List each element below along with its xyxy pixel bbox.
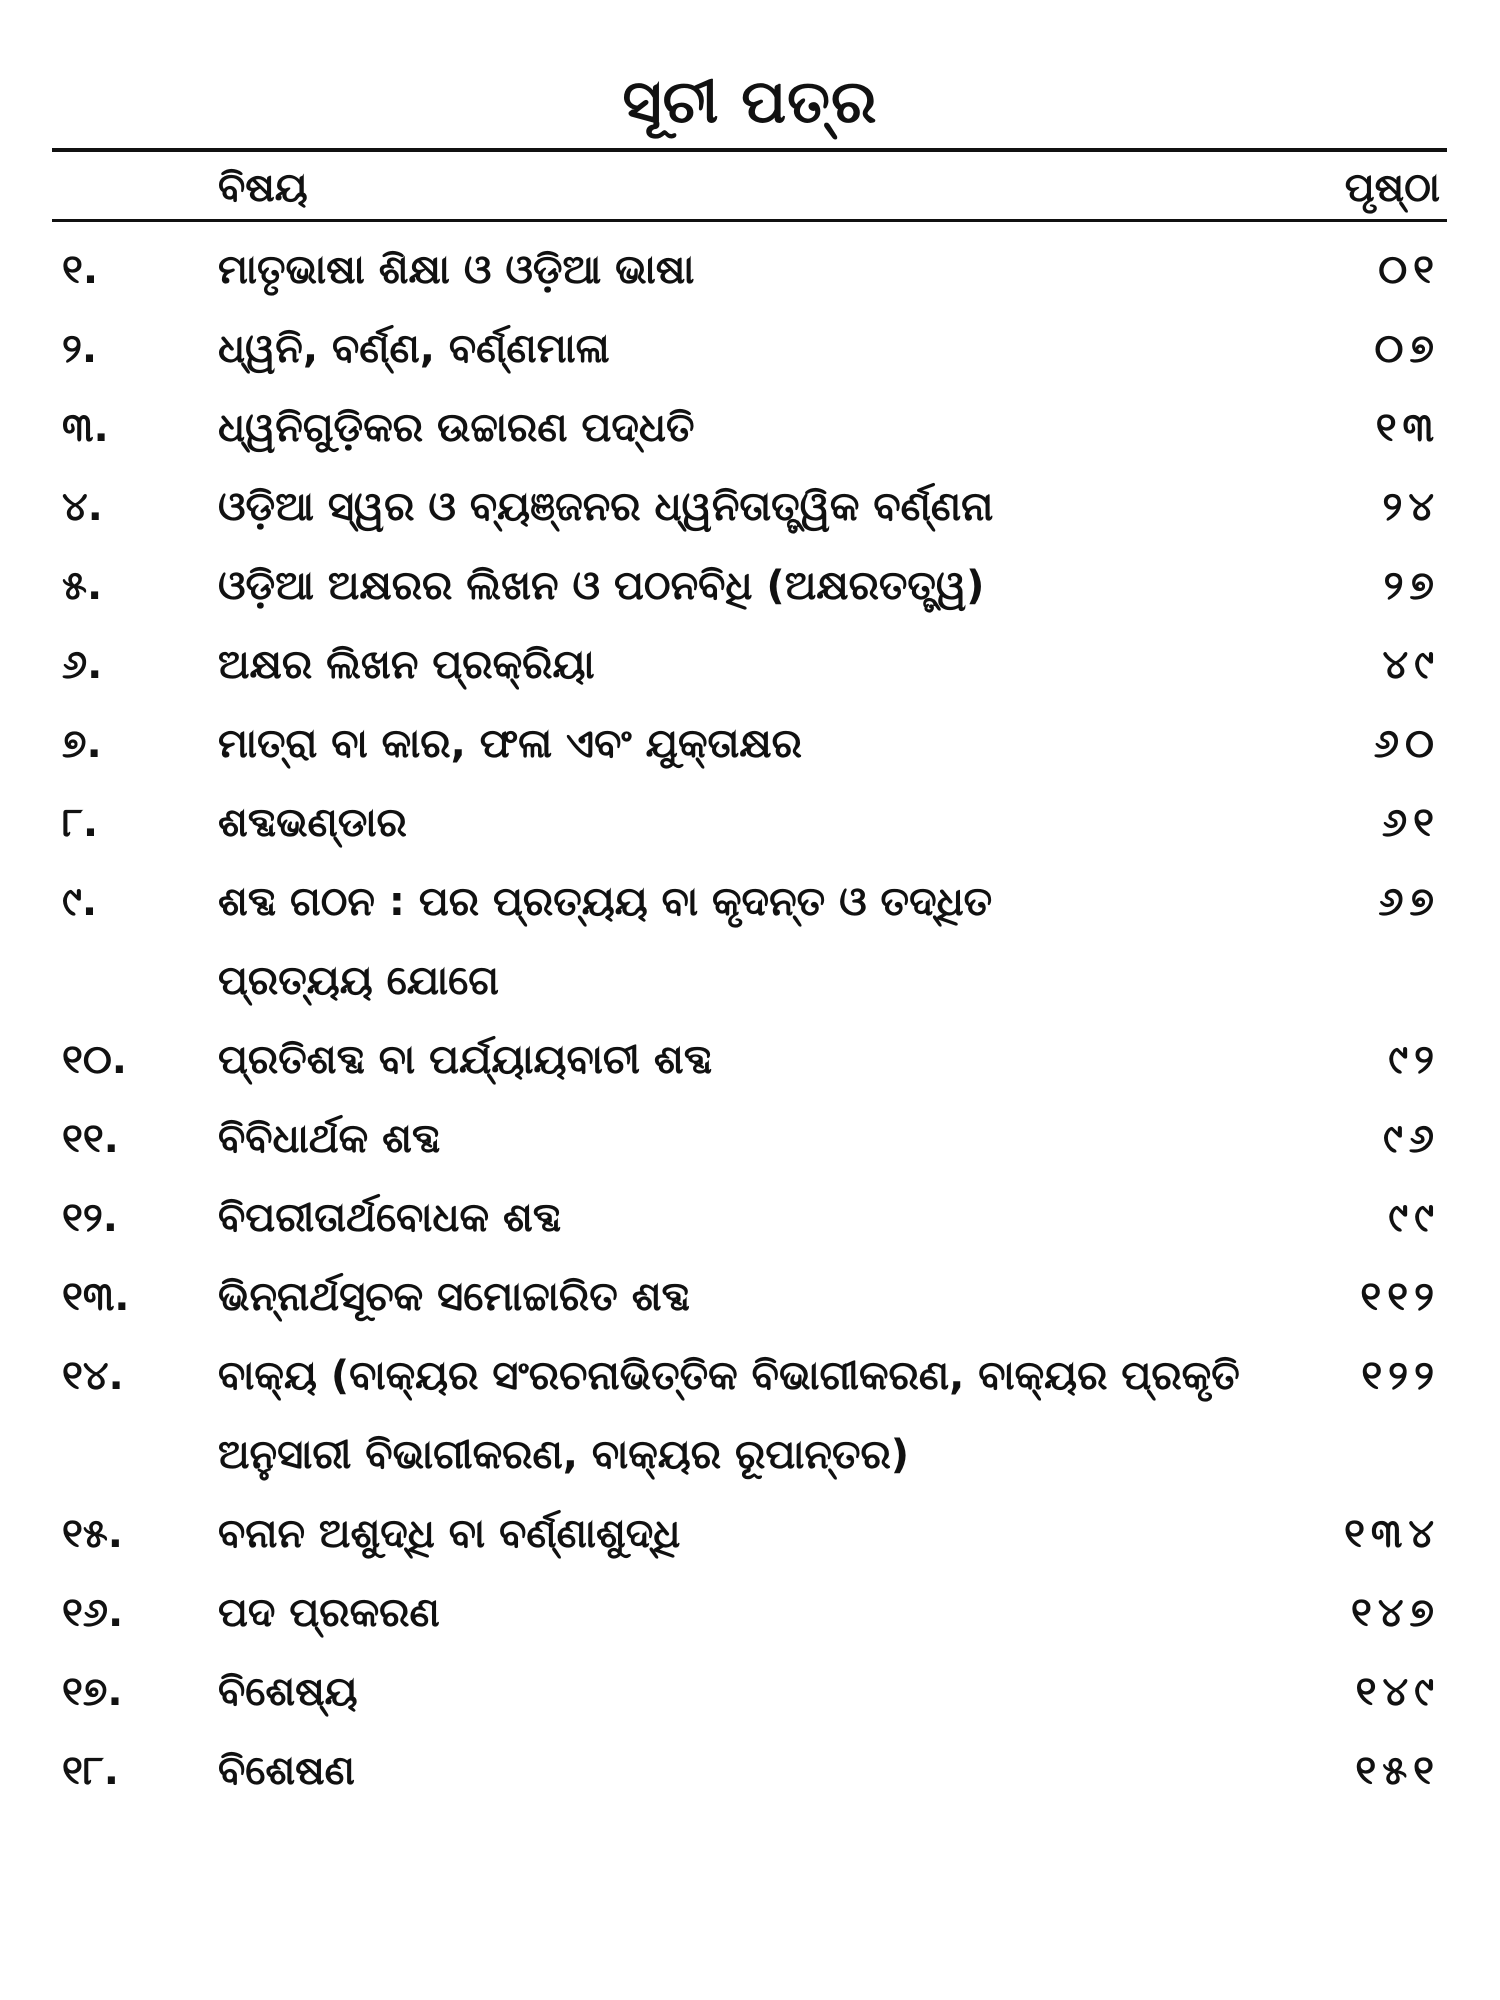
- entry-number: ୧୭.: [62, 1669, 123, 1715]
- entry-page: ୨୭: [1383, 563, 1440, 609]
- entry-number: ୯.: [62, 879, 98, 925]
- entry-subject: ବିବିଧାର୍ଥକ ଶବ୍ଦ: [218, 1116, 441, 1162]
- toc-entry: [0, 467, 1500, 546]
- entry-number: ୪.: [62, 484, 103, 530]
- entry-number: ୧୮.: [62, 1748, 119, 1794]
- page-column-header: ପୃଷ୍ଠା: [1344, 165, 1440, 211]
- entry-subject: ବାକ୍ୟ (ବାକ୍ୟର ସଂରଚନାଭିତ୍ତିକ ବିଭାଗୀକରଣ, ବାକ୍ୟର ପ୍ରକୃତି ଅନୁସାରୀ ବିଭାଗୀକରଣ, ବାକ୍ୟର ରୂପାନ୍ତର): [218, 1353, 1240, 1478]
- entry-number: ୧୧.: [62, 1116, 119, 1162]
- toc-entry: [0, 1257, 1500, 1336]
- entry-number: ୨.: [62, 326, 98, 372]
- entry-page: ୨୪: [1382, 484, 1440, 530]
- entry-subject: ଧ୍ୱନି, ବର୍ଣ୍ଣ, ବର୍ଣ୍ଣମାଳା: [218, 326, 610, 372]
- toc-entry: [0, 230, 1500, 309]
- entry-subject: ବିଶେଷ୍ୟ: [218, 1669, 358, 1715]
- entry-number: ୫.: [62, 563, 103, 609]
- entry-page: ୧୩୪: [1344, 1511, 1440, 1557]
- entry-page: ୪୯: [1382, 642, 1440, 688]
- entry-page: ୯୯: [1388, 1195, 1440, 1241]
- entry-number: ୧୨.: [62, 1195, 118, 1241]
- entry-page: ୯୬: [1383, 1116, 1440, 1162]
- toc-entry: [0, 1178, 1500, 1257]
- toc-entry: [0, 1099, 1500, 1178]
- page-title: ସୂଚୀ ପତ୍ର: [622, 67, 878, 137]
- toc-entry: [0, 783, 1500, 862]
- entry-page: ୧୪୭: [1351, 1590, 1440, 1636]
- entry-subject: ପଦ ପ୍ରକରଣ: [218, 1590, 440, 1636]
- entry-number: ୬.: [62, 642, 103, 688]
- toc-entry: [0, 1731, 1500, 1810]
- entry-number: ୧୩.: [62, 1274, 130, 1320]
- entry-page: ୬୧: [1382, 800, 1440, 846]
- entry-page: ୬୦: [1373, 721, 1440, 767]
- toc-entry: [0, 388, 1500, 467]
- entry-subject: ଧ୍ୱନିଗୁଡ଼ିକର ଉଚ୍ଚାରଣ ପଦ୍ଧତି: [218, 405, 695, 451]
- entry-number: ୮.: [62, 800, 99, 846]
- entry-page: ୧୫୧: [1355, 1748, 1440, 1794]
- entry-subject: ପ୍ରତିଶବ୍ଦ ବା ପର୍ଯ୍ୟାୟବାଚୀ ଶବ୍ଦ: [218, 1037, 713, 1083]
- entry-number: ୭.: [62, 721, 102, 767]
- entry-page: ୧୧୨: [1360, 1274, 1440, 1320]
- toc-entry: [0, 625, 1500, 704]
- entry-number: ୧୬.: [62, 1590, 124, 1636]
- entry-page: ୯୨: [1388, 1037, 1440, 1083]
- entry-number: ୩.: [62, 405, 109, 451]
- entry-page: ୧୩: [1375, 405, 1440, 451]
- entry-page: ୬୭: [1378, 879, 1440, 925]
- entry-page: ୦୧: [1378, 247, 1440, 293]
- entry-page: ୦୭: [1374, 326, 1440, 372]
- toc-entry: [0, 546, 1500, 625]
- entry-number: ୧୫.: [62, 1511, 123, 1557]
- entry-subject: ଭିନ୍ନାର୍ଥସୂଚକ ସମୋଚ୍ଚାରିତ ଶବ୍ଦ: [218, 1274, 690, 1320]
- entry-subject: ଓଡ଼ିଆ ସ୍ୱର ଓ ବ୍ୟଞ୍ଜନର ଧ୍ୱନିତାତ୍ତ୍ୱିକ ବର୍ଣ୍ଣନା: [218, 484, 994, 530]
- entry-number: ୧.: [62, 247, 99, 293]
- header-rule: [52, 219, 1447, 222]
- toc-entry: [0, 704, 1500, 783]
- toc-list: [0, 230, 1500, 1810]
- entry-subject: ମାତ୍ରା ବା କାର, ଫଳା ଏବଂ ଯୁକ୍ତାକ୍ଷର: [218, 721, 802, 767]
- entry-subject: ବିପରୀତାର୍ଥବୋଧକ ଶବ୍ଦ: [218, 1195, 562, 1241]
- entry-subject: ବନାନ ଅଶୁଦ୍ଧି ବା ବର୍ଣ୍ଣାଶୁଦ୍ଧି: [218, 1511, 681, 1557]
- toc-entry: [0, 1573, 1500, 1652]
- toc-entry: [0, 862, 1500, 1020]
- entry-subject: ଶବ୍ଦ ଗଠନ : ପର ପ୍ରତ୍ୟୟ ବା କୃଦନ୍ତ ଓ ତଦ୍ଧିତ ପ୍ରତ୍ୟୟ ଯୋଗେ: [218, 879, 993, 1004]
- toc-entry: [0, 1652, 1500, 1731]
- entry-number: ୧୦.: [62, 1037, 127, 1083]
- toc-entry: [0, 1336, 1500, 1494]
- toc-entry: [0, 309, 1500, 388]
- entry-subject: ମାତୃଭାଷା ଶିକ୍ଷା ଓ ଓଡ଼ିଆ ଭାଷା: [218, 247, 695, 293]
- entry-page: ୧୨୨: [1361, 1353, 1440, 1399]
- top-rule: [52, 148, 1447, 152]
- toc-entry: [0, 1020, 1500, 1099]
- toc-entry: [0, 1494, 1500, 1573]
- subject-column-header: ବିଷୟ: [218, 165, 308, 211]
- entry-subject: ଅକ୍ଷର ଲିଖନ ପ୍ରକ୍ରିୟା: [218, 642, 595, 688]
- entry-number: ୧୪.: [62, 1353, 124, 1399]
- entry-subject: ଓଡ଼ିଆ ଅକ୍ଷରର ଲିଖନ ଓ ପଠନବିଧି (ଅକ୍ଷରତତ୍ତ୍ୱ): [218, 563, 985, 609]
- entry-subject: ବିଶେଷଣ: [218, 1748, 355, 1794]
- entry-subject: ଶବ୍ଦଭଣ୍ଡାର: [218, 800, 407, 846]
- entry-page: ୧୪୯: [1355, 1669, 1440, 1715]
